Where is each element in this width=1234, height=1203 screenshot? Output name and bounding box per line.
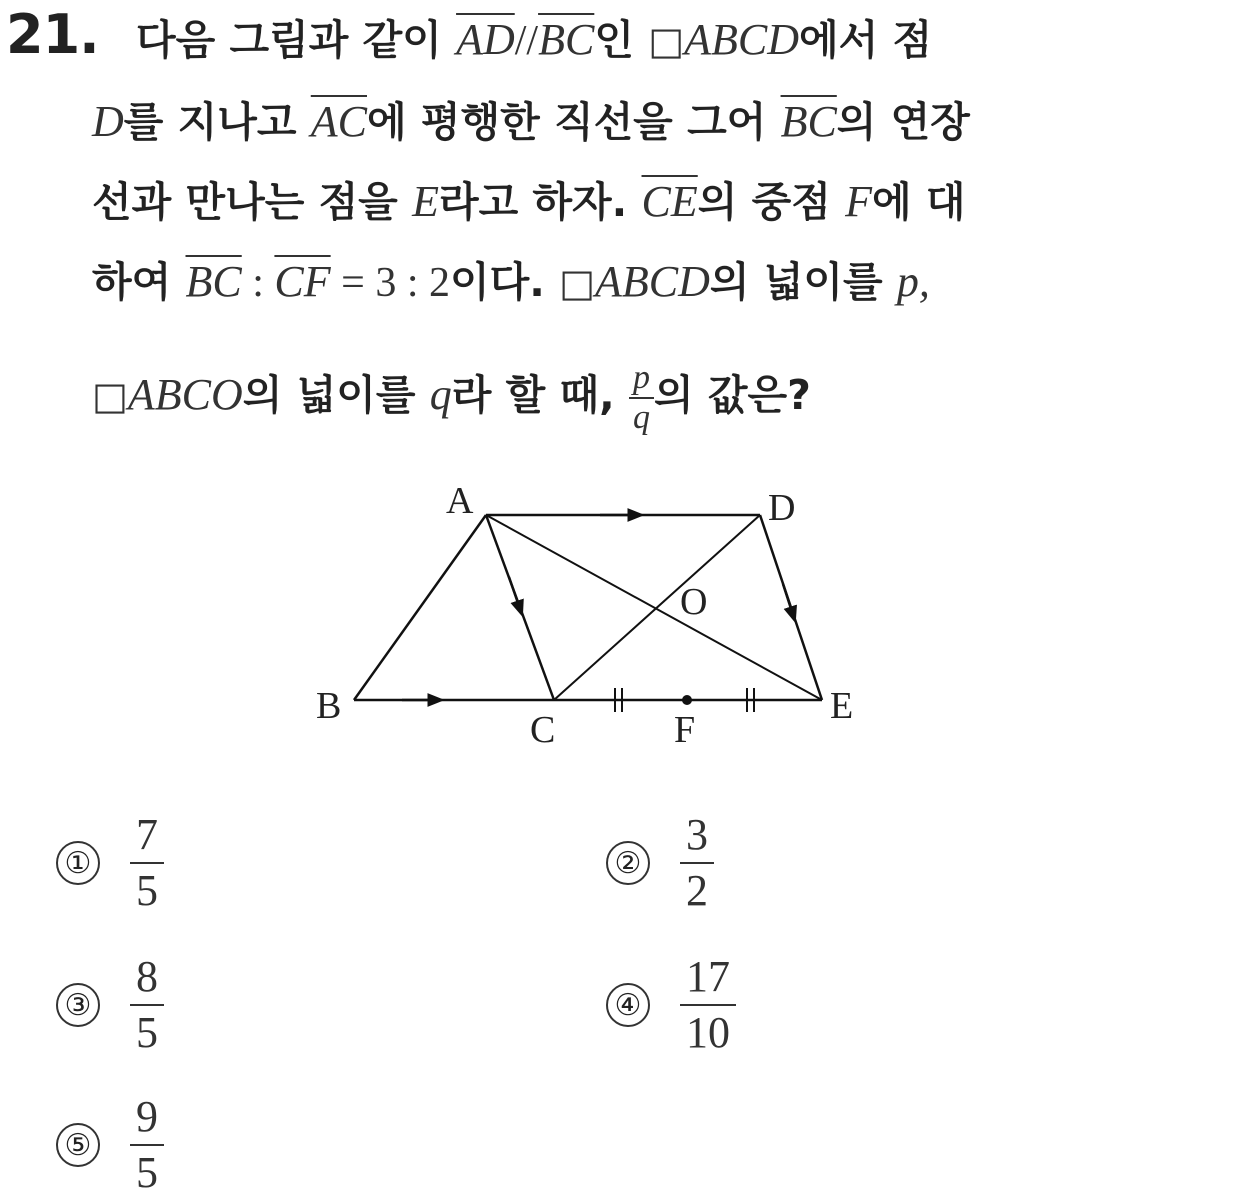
text: 의 중점 <box>697 178 846 226</box>
choice-number: ② <box>606 841 650 885</box>
text: 인 <box>594 16 649 64</box>
choice-fraction <box>680 952 736 1058</box>
text: 라고 하자. <box>438 178 642 226</box>
text: 의 넓이를 <box>709 258 897 306</box>
square-symbol: □ <box>92 374 128 418</box>
quadrilateral-abcd: ABCD <box>594 257 710 306</box>
colon: : <box>241 260 275 306</box>
text: 에서 점 <box>799 16 933 64</box>
point-f-dot <box>682 695 692 705</box>
arrow-ac <box>509 577 520 609</box>
numerator: 7 <box>130 810 164 864</box>
quadrilateral-abcd: ABCD <box>684 15 799 64</box>
choice-4[interactable] <box>606 952 736 1058</box>
label-f: F <box>674 709 696 751</box>
choice-fraction <box>680 810 714 916</box>
question-number: 21. <box>6 3 99 66</box>
segment-cf: $\overline{CF}$ <box>274 257 331 306</box>
text: 이다. <box>450 258 560 306</box>
text: 에 대 <box>872 178 966 226</box>
text: 선과 만나는 점을 <box>92 178 413 226</box>
text: 하여 <box>92 258 186 306</box>
segment-ab <box>354 515 486 700</box>
fraction-denominator: q <box>633 399 650 436</box>
fraction-numerator: p <box>629 359 654 399</box>
text: 의 값은? <box>654 371 811 419</box>
label-e: E <box>830 685 854 727</box>
point-e: E <box>412 177 439 226</box>
parallel-sign: // <box>514 18 539 64</box>
variable-q: q <box>429 370 452 419</box>
choice-fraction <box>130 952 164 1058</box>
numerator: 3 <box>680 810 714 864</box>
choice-fraction <box>130 1092 164 1198</box>
text: 의 넓이를 <box>242 371 430 419</box>
text: 에 평행한 직선을 그어 <box>367 98 781 146</box>
choice-1[interactable] <box>56 810 164 916</box>
choice-5[interactable] <box>56 1092 164 1198</box>
choice-number: ③ <box>56 983 100 1027</box>
choice-3[interactable] <box>56 952 164 1058</box>
ratio: = 3 : 2 <box>330 260 450 306</box>
segment-ad: $\overline{AD}$ <box>456 15 515 64</box>
segment-bc: $\overline{BC}$ <box>185 257 242 306</box>
label-b: B <box>316 685 342 727</box>
label-d: D <box>768 487 796 529</box>
point-d: D <box>92 97 124 146</box>
choice-number: ① <box>56 841 100 885</box>
choice-fraction <box>130 810 164 916</box>
numerator: 17 <box>680 952 736 1006</box>
denominator: 5 <box>136 866 158 915</box>
square-symbol: □ <box>648 19 685 63</box>
comma: , <box>918 257 930 306</box>
denominator: 5 <box>136 1148 158 1197</box>
arrow-de <box>783 584 793 615</box>
denominator: 2 <box>686 866 708 915</box>
choice-2[interactable] <box>606 810 714 916</box>
text: 다음 그림과 같이 <box>136 16 457 64</box>
label-c: C <box>530 709 556 751</box>
segment-bc: $\overline{BC}$ <box>780 97 837 146</box>
quadrilateral-abco: ABCO <box>127 370 243 419</box>
segment-ae <box>486 515 822 700</box>
text: 의 연장 <box>836 98 970 146</box>
denominator: 10 <box>686 1008 730 1057</box>
segment-bc: $\overline{BC}$ <box>538 15 595 64</box>
text: 를 지나고 <box>123 98 311 146</box>
variable-p: p <box>896 257 919 306</box>
denominator: 5 <box>136 1008 158 1057</box>
point-f: F <box>845 177 873 226</box>
segment-cd <box>554 515 760 700</box>
segment-ce: $\overline{CE}$ <box>641 177 698 226</box>
square-symbol: □ <box>559 261 595 305</box>
numerator: 9 <box>130 1092 164 1146</box>
text: 라 할 때, <box>451 371 629 419</box>
choice-number: ⑤ <box>56 1123 100 1167</box>
label-a: A <box>446 480 474 522</box>
segment-ac: $\overline{AC}$ <box>310 97 367 146</box>
label-o: O <box>680 581 708 623</box>
numerator: 8 <box>130 952 164 1006</box>
choice-number: ④ <box>606 983 650 1027</box>
